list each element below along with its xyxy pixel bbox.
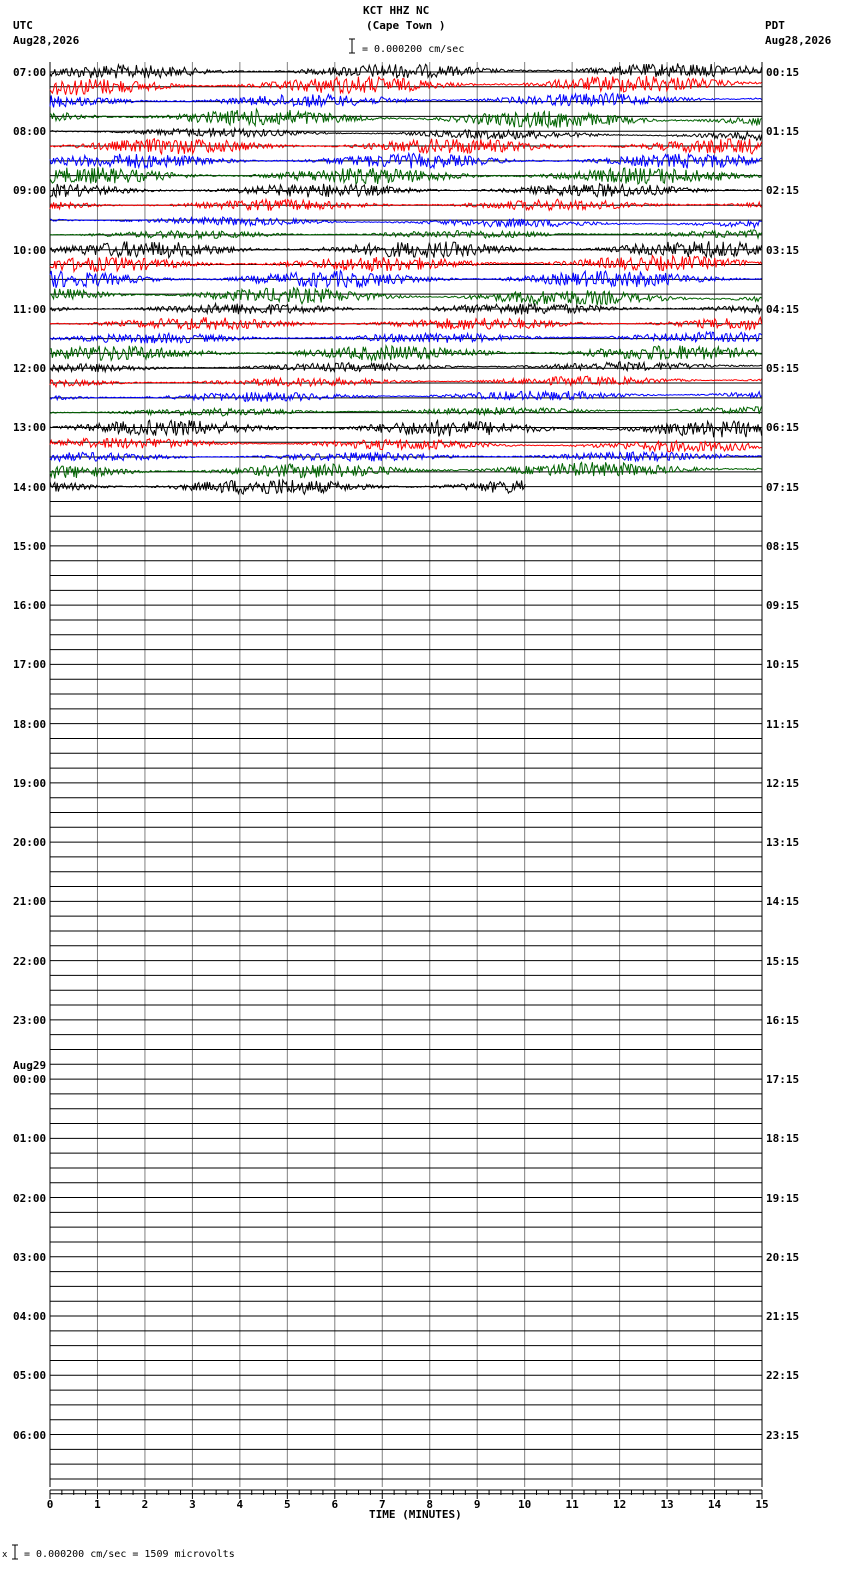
utc-date-change-label: Aug29 [13, 1059, 47, 1073]
pdt-hour-label: 05:15 [766, 362, 800, 376]
pdt-hour-label: 23:15 [766, 1428, 800, 1442]
utc-hour-label: 13:00 [13, 421, 47, 435]
utc-hour-label: 15:00 [13, 539, 47, 553]
x-tick-label: 2 [141, 1498, 149, 1511]
footer-scale-text: = 0.000200 cm/sec = 1509 microvolts [24, 1549, 235, 1560]
seismic-trace [50, 462, 762, 478]
x-tick-label: 8 [426, 1498, 434, 1511]
utc-hour-label: 06:00 [13, 1428, 47, 1442]
utc-hour-label: 00:00 [13, 1073, 47, 1087]
pdt-hour-label: 07:15 [766, 480, 800, 494]
pdt-hour-label: 09:15 [766, 599, 800, 613]
seismic-trace [50, 362, 762, 372]
x-tick-label: 5 [284, 1498, 291, 1511]
pdt-hour-label: 18:15 [766, 1132, 800, 1146]
right-timezone: PDT [765, 19, 785, 32]
scale-text: = 0.000200 cm/sec [362, 44, 465, 55]
utc-hour-label: 16:00 [13, 599, 47, 613]
seismic-trace [50, 407, 762, 416]
footer-scale-icon [11, 1544, 19, 1560]
pdt-hour-label: 03:15 [766, 243, 800, 257]
utc-hour-label: 08:00 [13, 125, 47, 139]
utc-hour-label: 10:00 [13, 243, 47, 257]
seismic-trace [50, 256, 762, 272]
left-timezone: UTC [13, 19, 33, 32]
x-tick-label: 12 [612, 1498, 627, 1511]
x-tick-label: 0 [46, 1498, 54, 1511]
seismic-trace [50, 93, 762, 107]
utc-hour-label: 04:00 [13, 1310, 47, 1324]
footer-marker: x [2, 1550, 8, 1560]
utc-hour-label: 23:00 [13, 1013, 47, 1027]
right-date: Aug28,2026 [765, 34, 832, 47]
seismic-trace [50, 420, 762, 437]
pdt-hour-label: 16:15 [766, 1013, 800, 1027]
utc-hour-label: 01:00 [13, 1132, 47, 1146]
seismic-trace [50, 128, 762, 140]
seismic-trace [50, 217, 762, 228]
utc-hour-label: 05:00 [13, 1369, 47, 1383]
pdt-hour-label: 19:15 [766, 1191, 800, 1205]
x-tick-label: 11 [565, 1498, 579, 1511]
utc-hour-label: 20:00 [13, 836, 47, 850]
pdt-hour-label: 06:15 [766, 421, 800, 435]
pdt-hour-label: 13:15 [766, 836, 800, 850]
pdt-hour-label: 01:15 [766, 125, 800, 139]
x-tick-label: 10 [518, 1498, 532, 1511]
seismic-trace [50, 109, 762, 127]
left-date: Aug28,2026 [13, 34, 80, 47]
utc-hour-label: 21:00 [13, 895, 47, 909]
pdt-hour-label: 00:15 [766, 66, 800, 79]
station-title: KCT HHZ NC [363, 4, 430, 17]
utc-hour-label: 17:00 [13, 658, 47, 672]
traces [50, 63, 762, 494]
pdt-hour-label: 10:15 [766, 658, 800, 672]
x-tick-label: 1 [94, 1498, 101, 1511]
pdt-hour-label: 15:15 [766, 954, 800, 968]
x-tick-label: 4 [236, 1498, 244, 1511]
seismic-trace [50, 63, 762, 78]
seismic-trace [50, 332, 762, 343]
utc-hour-label: 02:00 [13, 1191, 47, 1205]
pdt-hour-label: 08:15 [766, 539, 800, 553]
seismic-trace [50, 376, 762, 387]
utc-hour-label: 12:00 [13, 362, 47, 376]
utc-hour-label: 19:00 [13, 776, 47, 790]
pdt-hour-label: 02:15 [766, 184, 800, 198]
pdt-hour-label: 20:15 [766, 1250, 800, 1264]
seismic-trace [50, 199, 762, 210]
seismic-trace [50, 438, 762, 452]
pdt-hour-label: 21:15 [766, 1310, 800, 1324]
x-tick-label: 6 [331, 1498, 339, 1511]
utc-hour-label: 09:00 [13, 184, 47, 198]
pdt-hour-label: 04:15 [766, 302, 800, 316]
utc-hour-label: 14:00 [13, 480, 47, 494]
utc-hour-label: 22:00 [13, 954, 47, 968]
pdt-hour-label: 22:15 [766, 1369, 800, 1383]
station-location: (Cape Town ) [366, 19, 446, 32]
seismic-trace [50, 288, 762, 305]
pdt-hour-label: 17:15 [766, 1073, 800, 1087]
seismic-trace [50, 76, 762, 95]
pdt-hour-label: 14:15 [766, 895, 800, 909]
x-tick-label: 7 [378, 1498, 386, 1511]
utc-hour-label: 07:00 [13, 66, 47, 79]
utc-hour-label: 11:00 [13, 302, 47, 316]
x-tick-label: 14 [707, 1498, 722, 1511]
utc-hour-label: 18:00 [13, 717, 47, 731]
pdt-hour-label: 12:15 [766, 776, 800, 790]
x-tick-label: 15 [755, 1498, 769, 1511]
x-tick-label: 13 [660, 1498, 674, 1511]
x-tick-label: 3 [189, 1498, 196, 1511]
x-axis-label: TIME (MINUTES) [369, 1508, 462, 1521]
seismic-trace [50, 230, 762, 238]
pdt-hour-label: 11:15 [766, 717, 800, 731]
utc-hour-label: 03:00 [13, 1250, 47, 1264]
x-tick-label: 9 [473, 1498, 481, 1511]
seismic-trace [50, 391, 762, 402]
